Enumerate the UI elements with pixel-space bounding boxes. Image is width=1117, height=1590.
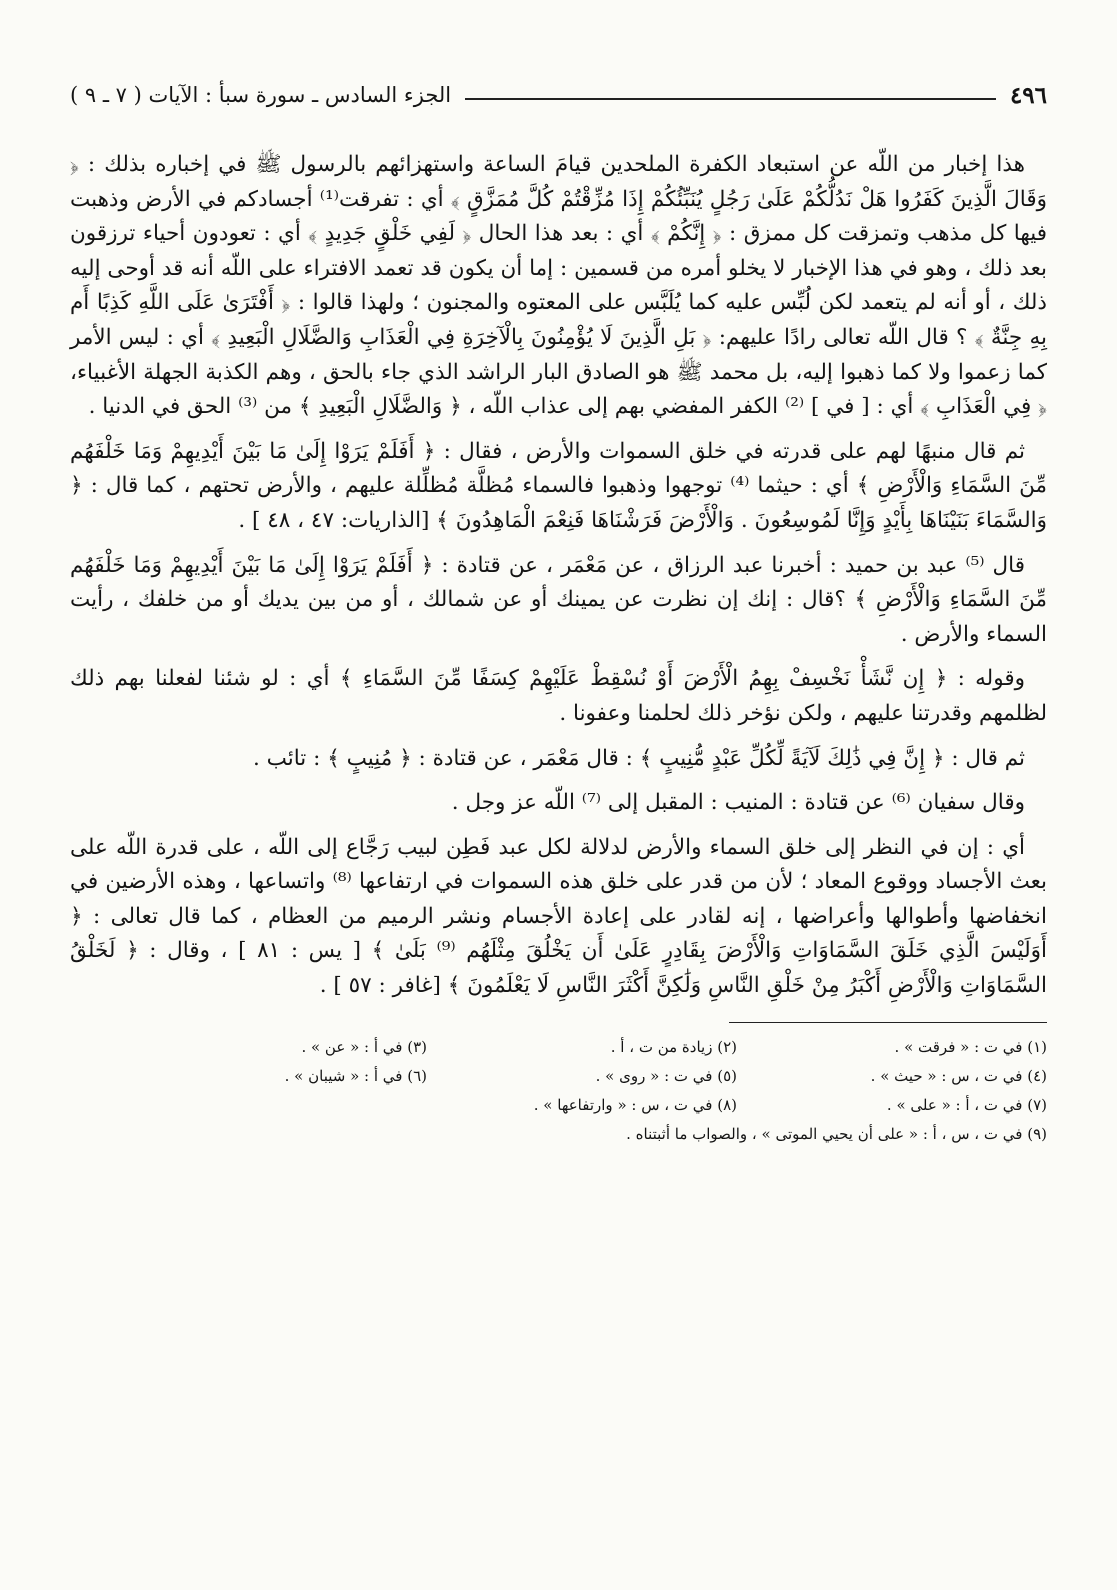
footnote: (٨) في ت ، س : « وارتفاعها » .	[533, 1095, 737, 1114]
footnote: (٥) في ت : « روى » .	[595, 1066, 737, 1085]
footnote-row	[70, 1062, 1047, 1091]
paragraph: وقال سفيان ⁽⁶⁾ عن قتادة : المنيب : المقبل إلى ⁽⁷⁾ اللّه عز وجل .	[451, 790, 1025, 816]
main-text	[70, 148, 1047, 1004]
footnote-rule	[729, 1022, 1047, 1023]
footnote-row	[70, 1120, 1047, 1149]
page-number: ٤٩٦	[1009, 81, 1047, 109]
footnote-row	[70, 1091, 1047, 1120]
footnotes	[70, 1033, 1047, 1149]
paragraph: هذا إخبار من اللّه عن استبعاد الكفرة الملحدين قيامَ الساعة واستهزائهم بالرسول ﷺ في إخباره بذلك : ﴿ وَقَالَ الَّذِينَ كَفَرُوا هَلْ نَدُلُّكُمْ عَلَىٰ رَجُلٍ يُنَبِّئُكُمْ إِذَا مُزِّقْتُمْ كُلَّ مُمَزَّقٍ ﴾ أي : تفرقت⁽¹⁾ أجسادكم في الأرض وذهبت فيها كل مذهب وتمزقت كل ممزق : ﴿ إِنَّكُمْ ﴾ أي : بعد هذا الحال ﴿ لَفِي خَلْقٍ جَدِيدٍ ﴾ أي : تعودون أحياء ترزقون بعد ذلك ، وهو في هذا الإخبار لا يخلو أمره من قسمين : إما أن يكون قد تعمد الافتراء على اللّه أنه قد أوحى إليه ذلك ، أو أنه لم يتعمد لكن لُبِّس عليه كما يُلَبَّس على المعتوه والمجنون ؛ ولهذا قالوا : ﴿ أَفْتَرَىٰ عَلَى اللَّهِ كَذِبًا أَم بِهِ جِنَّةٌ ﴾ ؟ قال اللّه تعالى رادًا عليهم: ﴿ بَلِ الَّذِينَ لَا يُؤْمِنُونَ بِالْآخِرَةِ فِي الْعَذَابِ وَالضَّلَالِ الْبَعِيدِ ﴾ أي : ليس الأمر كما زعموا ولا كما ذهبوا إليه، بل محمد ﷺ هو الصادق البار الراشد الذي جاء بالحق ، وهم الكذبة الجهلة الأغبياء، ﴿ فِي الْعَذَابِ ﴾ أي : [ في ] ⁽²⁾ الكفر المفضي بهم إلى عذاب اللّه ، ﴿ وَالضَّلَالِ الْبَعِيدِ ﴾ من ⁽³⁾ الحق في الدنيا .	[70, 152, 1048, 420]
footnote: (٩) في ت ، س ، أ : « على أن يحيي الموتى » ، والصواب ما أثبتناه .	[626, 1124, 1047, 1143]
paragraph: وقوله : ﴿ إِن نَّشَأْ نَخْسِفْ بِهِمُ الْأَرْضَ أَوْ نُسْقِطْ عَلَيْهِمْ كِسَفًا مِّنَ السَّمَاءِ ﴾ أي : لو شئنا لفعلنا بهم ذلك لظلمهم وقدرتنا عليهم ، ولكن نؤخر ذلك لحلمنا وعفونا .	[70, 666, 1047, 726]
paragraph: قال ⁽⁵⁾ عبد بن حميد : أخبرنا عبد الرزاق ، عن مَعْمَر ، عن قتادة : ﴿ أَفَلَمْ يَرَوْا إِلَىٰ مَا بَيْنَ أَيْدِيهِمْ وَمَا خَلْفَهُم مِّنَ السَّمَاءِ وَالْأَرْضِ ﴾ ؟قال : إنك إن نظرت عن يمينك أو عن شمالك ، أو من بين يديك أو من خلفك ، رأيت السماء والأرض .	[70, 552, 1047, 647]
footnote: (١) في ت : « فرقت » .	[894, 1037, 1047, 1056]
paragraph: أي : إن في النظر إلى خلق السماء والأرض لدلالة لكل عبد فَطِن لبيب رَجَّاع إلى اللّه ، على قدرة اللّه على بعث الأجساد ووقوع المعاد ؛ لأن من قدر على خلق هذه السموات في ارتفاعها ⁽⁸⁾ واتساعها ، وهذه الأرضين في انخفاضها وأطوالها وأعراضها ، إنه لقادر على إعادة الأجسام ونشر الرميم من العظام ، كما قال تعالى : ﴿ أَوَلَيْسَ الَّذِي خَلَقَ السَّمَاوَاتِ وَالْأَرْضَ بِقَادِرٍ عَلَىٰ أَن يَخْلُقَ مِثْلَهُم ⁽⁹⁾ بَلَىٰ ﴾ [ يس : ٨١ ] ، وقال : ﴿ لَخَلْقُ السَّمَاوَاتِ وَالْأَرْضِ أَكْبَرُ مِنْ خَلْقِ النَّاسِ وَلَٰكِنَّ أَكْثَرَ النَّاسِ لَا يَعْلَمُونَ ﴾ [غافر : ٥٧ ] .	[70, 834, 1048, 999]
running-header	[70, 78, 1047, 112]
footnote-row	[70, 1033, 1047, 1062]
paragraph: ثم قال : ﴿ إِنَّ فِي ذَٰلِكَ لَآيَةً لِّكُلِّ عَبْدٍ مُّنِيبٍ ﴾ : قال مَعْمَر ، عن قتادة : ﴿ مُنِيبٍ ﴾ : تائب .	[252, 745, 1025, 771]
paragraph: ثم قال منبهًا لهم على قدرته في خلق السموات والأرض ، فقال : ﴿ أَفَلَمْ يَرَوْا إِلَىٰ مَا بَيْنَ أَيْدِيهِمْ وَمَا خَلْفَهُم مِّنَ السَّمَاءِ وَالْأَرْضِ ﴾ أي : حيثما ⁽⁴⁾ توجهوا وذهبوا فالسماء مُظلَّة مُظلِّلة عليهم ، والأرض تحتهم ، كما قال : ﴿ وَالسَّمَاءَ بَنَيْنَاهَا بِأَيْدٍ وَإِنَّا لَمُوسِعُونَ . وَالْأَرْضَ فَرَشْنَاهَا فَنِعْمَ الْمَاهِدُونَ ﴾ [الذاريات: ٤٧ ، ٤٨ ] .	[70, 438, 1047, 533]
footnote: (٦) في أ : « شيبان » .	[284, 1066, 427, 1085]
footnote: (٤) في ت ، س : « حيث » .	[870, 1066, 1047, 1085]
footnote: (٣) في أ : « عن » .	[301, 1037, 427, 1056]
header-title: الجزء السادس ـ سورة سبأ : الآيات ( ٧ ـ ٩ )	[70, 83, 452, 107]
footnote: (٢) زيادة من ت ، أ .	[610, 1037, 737, 1056]
footnote: (٧) في ت ، أ : « على » .	[886, 1095, 1047, 1114]
header-rule	[465, 98, 996, 100]
